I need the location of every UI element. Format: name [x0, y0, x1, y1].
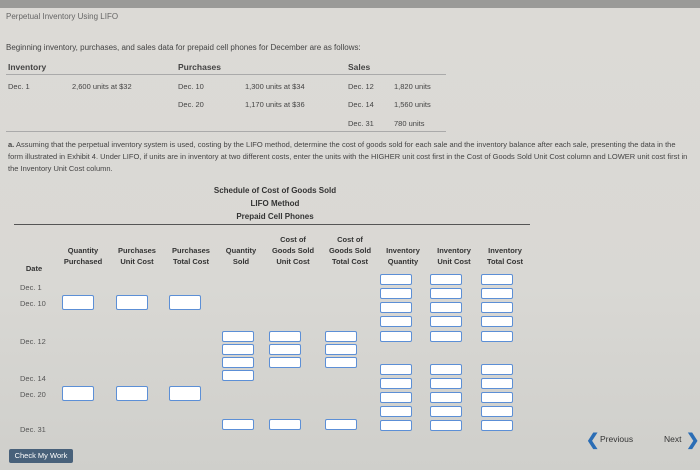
- schedule-item: Prepaid Cell Phones: [236, 212, 314, 221]
- inventory-total-cost-input[interactable]: [481, 316, 513, 327]
- dec-12-cogs-unit-cost-input[interactable]: [269, 331, 301, 342]
- dec-12-inventory-total-cost-input[interactable]: [481, 331, 513, 342]
- dec-10-unit-cost-input[interactable]: [116, 295, 148, 310]
- col-quantity-purchased: Quantity Purchased: [63, 246, 103, 266]
- intro-text: Beginning inventory, purchases, and sales data for prepaid cell phones for December are as follows:: [6, 43, 361, 52]
- page-title: Perpetual Inventory Using LIFO: [6, 12, 119, 21]
- inventory-quantity-input[interactable]: [380, 364, 412, 375]
- inventory-quantity-input[interactable]: [380, 288, 412, 299]
- inventory-quantity-input[interactable]: [380, 316, 412, 327]
- inventory-total-cost-input[interactable]: [481, 378, 513, 389]
- col-date: Date: [25, 264, 43, 273]
- dec-12-quantity-sold-input[interactable]: [222, 344, 254, 355]
- purchases-header: Purchases: [178, 62, 221, 72]
- dec-12-cogs-total-cost-input[interactable]: [325, 331, 357, 342]
- question-label: a.: [8, 140, 15, 149]
- row-date-dec-1: Dec. 1: [20, 283, 42, 292]
- inventory-quantity-input[interactable]: [380, 406, 412, 417]
- inventory-total-cost-input[interactable]: [481, 392, 513, 403]
- schedule-title: Schedule of Cost of Goods Sold: [213, 186, 337, 195]
- top-bar: [0, 0, 700, 8]
- dec-31-cogs-unit-cost-input[interactable]: [269, 419, 301, 430]
- col-inventory-unit-cost: Inventory Unit Cost: [437, 246, 471, 266]
- col-cogs-total-cost: Cost of Goods Sold Total Cost: [328, 235, 372, 266]
- inventory-unit-cost-input[interactable]: [430, 378, 462, 389]
- dec-31-cogs-total-cost-input[interactable]: [325, 419, 357, 430]
- dec-31-inventory-total-cost-input[interactable]: [481, 420, 513, 431]
- sale-value: 1,560 units: [394, 100, 431, 109]
- check-my-work-button[interactable]: Check My Work: [9, 449, 73, 463]
- inventory-unit-cost-input[interactable]: [430, 364, 462, 375]
- dec-20-total-cost-input[interactable]: [169, 386, 201, 401]
- dec-12-cogs-unit-cost-input[interactable]: [269, 344, 301, 355]
- inventory-total-cost-input[interactable]: [481, 302, 513, 313]
- col-inventory-total-cost: Inventory Total Cost: [486, 246, 524, 266]
- inventory-unit-cost-input[interactable]: [430, 288, 462, 299]
- sale-date: Dec. 31: [348, 119, 374, 128]
- previous-button[interactable]: Previous: [600, 434, 634, 444]
- col-purchases-total-cost: Purchases Total Cost: [172, 246, 210, 266]
- row-date-dec-12: Dec. 12: [20, 337, 46, 346]
- dec-12-quantity-sold-input[interactable]: [222, 357, 254, 368]
- inventory-total-cost-input[interactable]: [481, 364, 513, 375]
- dec-20-quantity-purchased-input[interactable]: [62, 386, 94, 401]
- dec-10-quantity-purchased-input[interactable]: [62, 295, 94, 310]
- dec-12-cogs-total-cost-input[interactable]: [325, 344, 357, 355]
- purchase-date: Dec. 20: [178, 100, 204, 109]
- col-purchases-unit-cost: Purchases Unit Cost: [118, 246, 156, 266]
- dec-31-quantity-sold-input[interactable]: [222, 419, 254, 430]
- inventory-quantity-input[interactable]: [380, 378, 412, 389]
- dec-10-total-cost-input[interactable]: [169, 295, 201, 310]
- purchase-value: 1,300 units at $34: [245, 82, 305, 91]
- dec-12-inventory-unit-cost-input[interactable]: [430, 331, 462, 342]
- sale-value: 780 units: [394, 119, 425, 128]
- dec-12-inventory-quantity-input[interactable]: [380, 331, 412, 342]
- inventory-date: Dec. 1: [8, 82, 30, 91]
- inventory-unit-cost-input[interactable]: [430, 392, 462, 403]
- table-divider: [6, 131, 446, 132]
- col-inventory-quantity: Inventory Quantity: [386, 246, 420, 266]
- sale-date: Dec. 12: [348, 82, 374, 91]
- sale-date: Dec. 14: [348, 100, 374, 109]
- sales-header: Sales: [348, 62, 371, 72]
- inventory-unit-cost-input[interactable]: [430, 302, 462, 313]
- schedule-divider: [14, 224, 530, 225]
- inventory-quantity-input[interactable]: [380, 274, 412, 285]
- sale-value: 1,820 units: [394, 82, 431, 91]
- row-date-dec-31: Dec. 31: [20, 425, 46, 434]
- inventory-quantity-input[interactable]: [380, 302, 412, 313]
- dec-12-cogs-unit-cost-input[interactable]: [269, 357, 301, 368]
- chevron-left-icon[interactable]: ❮: [586, 432, 600, 449]
- inventory-header: Inventory: [8, 62, 47, 72]
- inventory-quantity-input[interactable]: [380, 392, 412, 403]
- dec-20-unit-cost-input[interactable]: [116, 386, 148, 401]
- chevron-right-icon[interactable]: ❯: [686, 432, 700, 449]
- row-date-dec-20: Dec. 20: [20, 390, 46, 399]
- dec-12-cogs-total-cost-input[interactable]: [325, 357, 357, 368]
- dec-12-quantity-sold-input[interactable]: [222, 331, 254, 342]
- inventory-unit-cost-input[interactable]: [430, 274, 462, 285]
- purchase-date: Dec. 10: [178, 82, 204, 91]
- inventory-total-cost-input[interactable]: [481, 274, 513, 285]
- header-divider: [6, 74, 446, 75]
- question-body: Assuming that the perpetual inventory system is used, costing by the LIFO method, determine the cost of goods sold for each sale and the inventory balance after each sale, presenting the data in the form illustrated in Exhibit 4. Under LIFO, if units are in inventory at two different costs, enter the units with the HIGHER unit cost first in the Cost of Goods Sold Unit Cost column and LOWER unit cost first in the Inventory Unit Cost column.: [8, 140, 688, 173]
- col-quantity-sold: Quantity Sold: [225, 246, 257, 266]
- purchase-value: 1,170 units at $36: [245, 100, 305, 109]
- inventory-total-cost-input[interactable]: [481, 288, 513, 299]
- dec-31-inventory-quantity-input[interactable]: [380, 420, 412, 431]
- inventory-unit-cost-input[interactable]: [430, 406, 462, 417]
- dec-31-inventory-unit-cost-input[interactable]: [430, 420, 462, 431]
- row-date-dec-10: Dec. 10: [20, 299, 46, 308]
- col-cogs-unit-cost: Cost of Goods Sold Unit Cost: [271, 235, 315, 266]
- inventory-unit-cost-input[interactable]: [430, 316, 462, 327]
- inventory-value: 2,600 units at $32: [72, 82, 132, 91]
- row-date-dec-14: Dec. 14: [20, 374, 46, 383]
- dec-12-quantity-sold-input[interactable]: [222, 370, 254, 381]
- question-text: [8, 139, 692, 175]
- inventory-total-cost-input[interactable]: [481, 406, 513, 417]
- schedule-method: LIFO Method: [250, 199, 300, 208]
- next-button[interactable]: Next: [664, 434, 682, 444]
